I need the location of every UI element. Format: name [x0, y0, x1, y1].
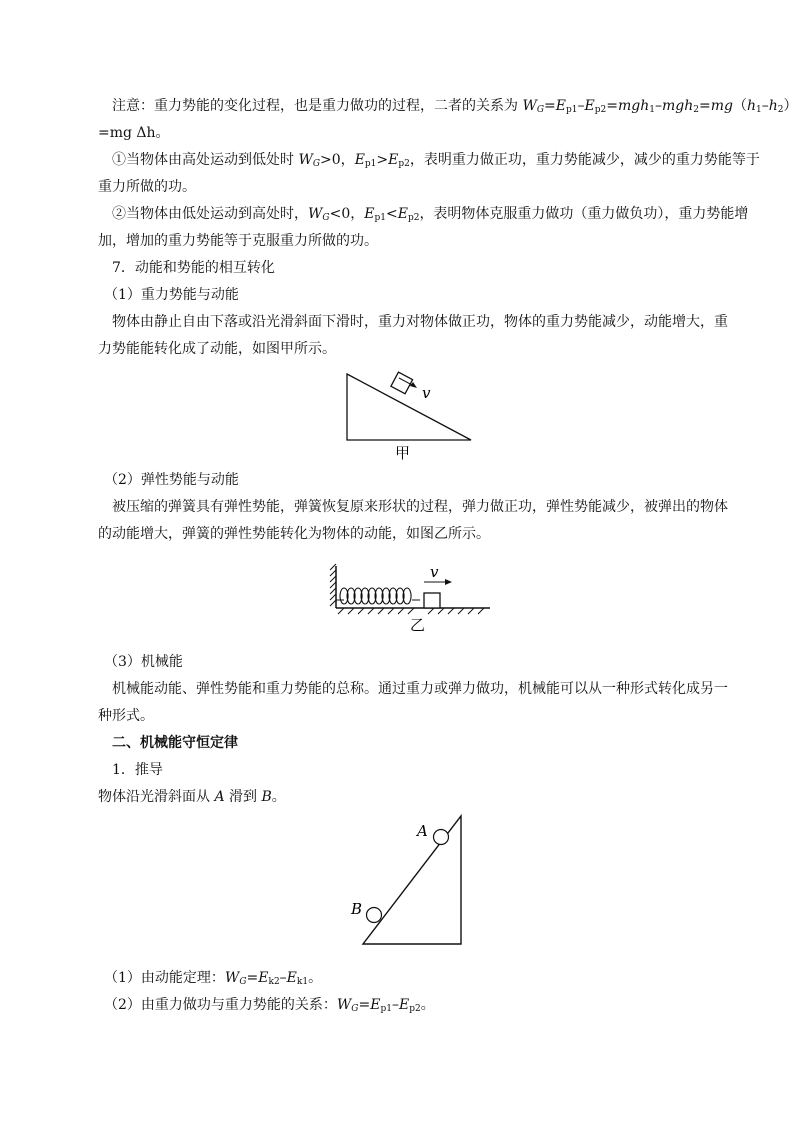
section7-title: 7．动能和势能的相互转化: [112, 260, 275, 276]
item1-line-1: ①当物体由高处运动到低处时 $W_G>0$，$E_{p1}>E_{p2}$，表明重力做正功，重力势能减少，减少的重力势能等于: [112, 152, 760, 169]
label-A: A: [417, 822, 428, 840]
section2-desc: [98, 787, 286, 807]
note-prefix: 注意：重力势能的变化过程，也是重力做功的过程，二者的关系为: [112, 98, 523, 114]
sub2-line-1: 被压缩的弹簧具有弹性势能，弹簧恢复原来形状的过程，弹力做正功，弹性势能减少，被弹出的物体: [112, 499, 728, 515]
sub3-title: （3）机械能: [104, 654, 183, 670]
sub1-line-1: 物体由静止自由下落或沿光滑斜面下滑时，重力对物体做正功，物体的重力势能减少，动能增大，重: [112, 314, 728, 330]
sub3-line-2: 种形式。: [98, 708, 154, 724]
desc-b: 滑到: [224, 789, 262, 805]
item2-line-2: 加，增加的重力势能等于克服重力所做的功。: [98, 233, 378, 249]
step1-prefix: （1）由动能定理：: [104, 970, 225, 986]
velocity-label-jia: v: [422, 384, 431, 402]
desc-a: 物体沿光滑斜面从: [98, 789, 215, 805]
desc-B: B: [261, 789, 272, 805]
spring: [336, 588, 420, 604]
section2-sub1: 1．推导: [112, 762, 163, 778]
sub3-line-1: 机械能动能、弹性势能和重力势能的总称。通过重力或弹力做功，机械能可以从一种形式转化成另一: [112, 681, 728, 697]
figure-yi-label: 乙: [410, 616, 426, 634]
figure-yi: [328, 560, 498, 640]
item2-text-b: ，表明物体克服重力做功（重力做负功），重力势能增: [419, 206, 749, 222]
desc-A: A: [214, 789, 225, 805]
velocity-label-yi: v: [430, 563, 439, 581]
block-yi: [424, 593, 440, 608]
section2-title: 二、机械能守恒定律: [112, 735, 238, 751]
figure-jia: [340, 368, 500, 468]
item2-line-1: ②当物体由低处运动到高处时，$W_G<0$，$E_{p1}<E_{p2}$，表明物体克服重力做功（重力做负功），重力势能增: [112, 206, 749, 223]
figure-jia-label: 甲: [395, 444, 411, 462]
ball-B: [367, 908, 382, 923]
ball-A: [434, 830, 449, 845]
step1: （1）由动能定理：$W_G=E_{k2}-E_{k1}$。: [104, 970, 323, 987]
item1-text-b: ，表明重力做正功，重力势能减少，减少的重力势能等于: [409, 152, 760, 168]
note-line-1: 注意：重力势能的变化过程，也是重力做功的过程，二者的关系为 $W_G=E_{p1}-E_{p2}=mgh_1-mgh_2=mg(h_1-h_2)$: [112, 98, 798, 115]
wall-hatch: [330, 564, 336, 606]
block-on-incline: [391, 372, 413, 394]
step2: （2）由重力做功与重力势能的关系：$W_G=E_{p1}-E_{p2}$。: [104, 997, 435, 1014]
label-B: B: [351, 900, 363, 918]
note-line-2: =mg Δh。: [98, 125, 170, 141]
figure-ab-incline: [345, 812, 475, 952]
item1-line-2: 重力所做的功。: [98, 179, 196, 195]
sub1-line-2: 力势能能转化成了动能，如图甲所示。: [98, 341, 336, 357]
sub2-line-2: 的动能增大，弹簧的弹性势能转化为物体的动能，如图乙所示。: [98, 526, 490, 542]
sub1-title: （1）重力势能与动能: [104, 287, 239, 303]
velocity-arrowhead-yi: [445, 579, 452, 585]
item2-text-a: ②当物体由低处运动到高处时，: [112, 206, 308, 222]
step2-prefix: （2）由重力做功与重力势能的关系：: [104, 997, 337, 1013]
item1-text-a: ①当物体由高处运动到低处时: [112, 152, 299, 168]
desc-c: 。: [271, 789, 286, 805]
floor-hatch: [338, 608, 484, 614]
sub2-title: （2）弹性势能与动能: [104, 472, 239, 488]
